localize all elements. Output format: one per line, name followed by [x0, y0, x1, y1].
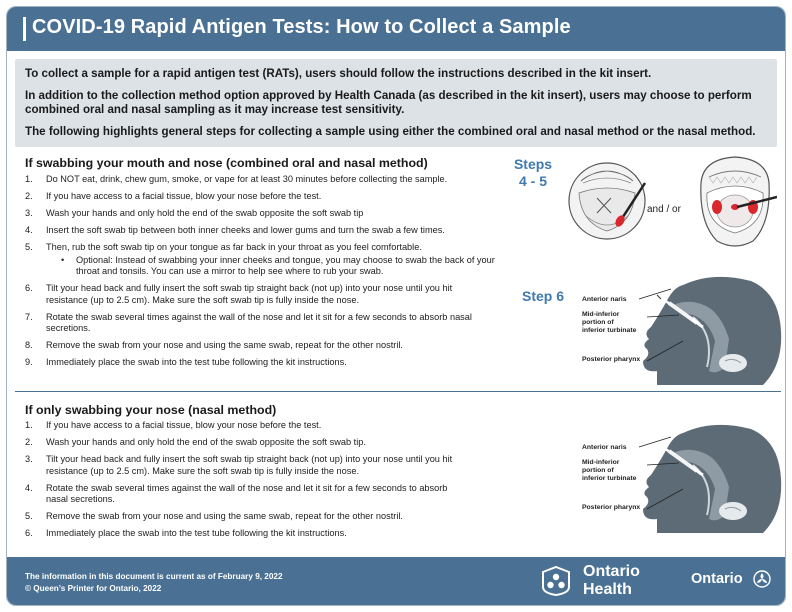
anno-mid-inferior: Mid-inferior portion of inferior turbinate	[582, 311, 637, 334]
mouth-tongue-swab-illustration	[693, 153, 777, 251]
list-item: 6. Tilt your head back and fully insert the soft swab tip straight back (not up) into your nose until you hit resistance (up to 2.5 cm). Make sure the soft swab tip is fully inside the nose.	[25, 283, 453, 305]
list-item: 5. Then, rub the soft swab tip on your tongue as far back in your throat as you feel comfortable. • Optional: Instead of swabbing your inner cheeks and tongue, you may choose to swab the back of your throat and tonsils. You can use a mirror to help see where to rub your swab.	[25, 242, 495, 276]
anno-posterior-pharynx: Posterior pharynx	[582, 356, 641, 363]
list-item: 8. Remove the swab from your nose and using the same swab, repeat for the other nostril.	[25, 340, 403, 350]
mouth-cheek-swab-illustration	[567, 153, 647, 249]
page-title: COVID-19 Rapid Antigen Tests: How to Collect a Sample	[32, 16, 571, 38]
list-item: 3. Wash your hands and only hold the end of the swab opposite the soft swab tip	[25, 208, 364, 218]
steps-4-5-label: Steps 4 - 5	[513, 156, 553, 189]
ontario-health-wordmark: Ontario Health	[583, 563, 640, 598]
trillium-icon	[753, 570, 771, 588]
section-divider	[15, 391, 781, 392]
intro-box	[15, 59, 777, 147]
footer-info	[25, 571, 283, 595]
footer-bar	[7, 557, 785, 605]
intro-paragraph-3: The following highlights general steps for collecting a sample using either the combined oral and nasal method or the nasal method.	[25, 125, 756, 138]
header-bar	[7, 7, 785, 51]
anno-anterior-naris: Anterior naris	[582, 296, 627, 303]
nasal-steps-list	[25, 420, 487, 540]
intro-paragraph-2: In addition to the collection method option approved by Health Canada (as described in the kit insert), users may choose to perform combined oral and nasal sampling as it may increase test sensitivity.	[25, 89, 752, 116]
step-6-label: Step 6	[521, 288, 564, 304]
list-item: 4. Rotate the swab several times against the wall of the nose and let it sit for a few seconds to absorb nasal secretions.	[25, 482, 448, 504]
title-accent-bar	[23, 17, 26, 41]
anno-posterior-pharynx-2: Posterior pharynx	[582, 504, 641, 511]
footer-copyright-line: © Queen’s Printer for Ontario, 2022	[25, 584, 162, 593]
combined-method-title: If swabbing your mouth and nose (combined oral and nasal method)	[25, 156, 428, 170]
combined-steps-list	[25, 174, 495, 369]
ontario-wordmark: Ontario	[691, 571, 743, 587]
nasal-annotation-arrows	[627, 427, 687, 517]
list-item: 7. Rotate the swab several times against the wall of the nose and let it sit for a few seconds to absorb nasal secretions.	[25, 311, 472, 333]
list-item: 2. If you have access to a facial tissue, blow your nose before the test.	[25, 191, 322, 201]
and-or-label: and / or	[647, 204, 681, 215]
list-item: 4. Insert the soft swab tip between both inner cheeks and lower gums and turn the swab a few times.	[25, 225, 445, 235]
list-item: 6. Immediately place the swab into the test tube following the kit instructions.	[25, 528, 347, 538]
step6-annotation-arrows	[627, 279, 687, 369]
document-frame	[6, 6, 786, 606]
anno-mid-inferior-2: Mid-inferior portion of inferior turbinate	[582, 459, 637, 482]
ontario-health-logo-icon	[539, 565, 573, 597]
footer-date-line: The information in this document is current as of February 9, 2022	[25, 572, 283, 581]
list-item: 1. Do NOT eat, drink, chew gum, smoke, or vape for at least 30 minutes before collecting the sample.	[25, 174, 448, 184]
intro-paragraph-1: To collect a sample for a rapid antigen test (RATs), users should follow the instructions described in the kit insert.	[25, 67, 652, 80]
list-item: 1. If you have access to a facial tissue, blow your nose before the test.	[25, 420, 322, 430]
optional-subnote: • Optional: Instead of swabbing your inner cheeks and tongue, you may choose to swab the back of your throat and tonsils. You can use a mirror to help see where to rub your swab.	[61, 254, 495, 276]
list-item: 5. Remove the swab from your nose and using the same swab, repeat for the other nostril.	[25, 511, 403, 521]
list-item: 3. Tilt your head back and fully insert the soft swab tip straight back (not up) into your nose until you hit resistance (up to 2.5 cm). Make sure the soft swab tip is fully inside the nose.	[25, 454, 453, 476]
anno-anterior-naris-2: Anterior naris	[582, 444, 627, 451]
list-item: 9. Immediately place the swab into the test tube following the kit instructions.	[25, 357, 347, 367]
nasal-method-title: If only swabbing your nose (nasal method)	[25, 403, 277, 417]
list-item: 2. Wash your hands and only hold the end of the swab opposite the soft swab tip.	[25, 437, 366, 447]
